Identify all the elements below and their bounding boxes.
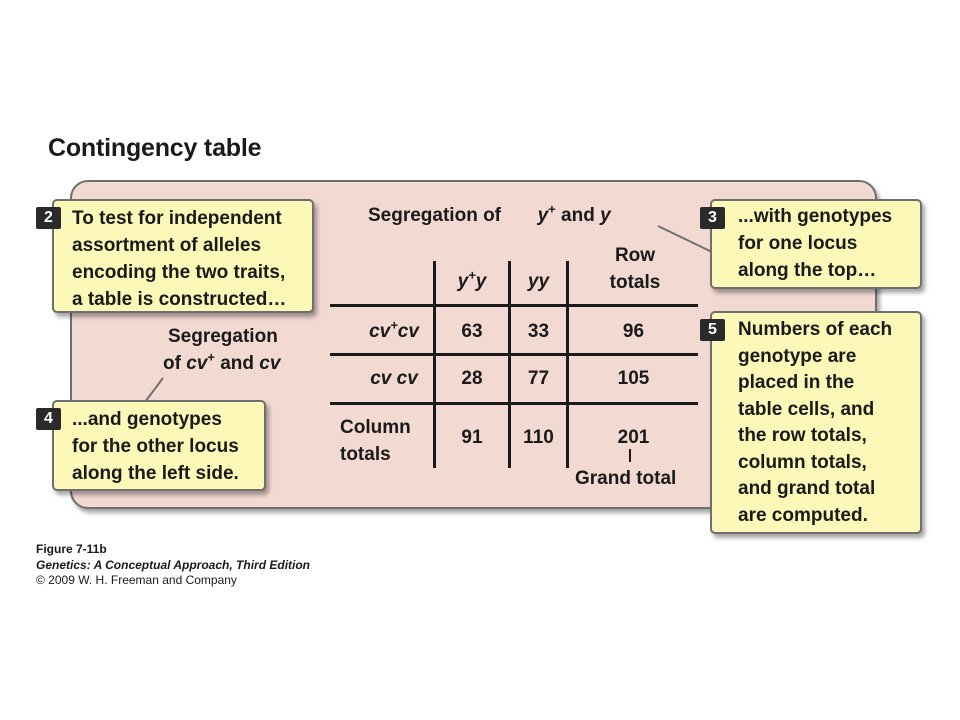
column-totals-label: Column totals bbox=[340, 417, 411, 465]
cell-r1-c1: 63 bbox=[461, 321, 483, 342]
row-label-2: cv cv bbox=[370, 368, 418, 389]
cell-r2-c1: 28 bbox=[461, 368, 483, 389]
callout-3-text: ...with genotypes for one locus along the top… bbox=[738, 206, 893, 281]
callout-3-number: 3 bbox=[700, 207, 725, 229]
top-locus-allele1: y bbox=[537, 205, 549, 226]
left-locus-line1: Segregation bbox=[168, 326, 278, 347]
top-locus-allele1-sup: + bbox=[548, 201, 556, 217]
grand-total-value: 201 bbox=[617, 427, 650, 448]
col-header-2: yy bbox=[527, 271, 550, 292]
cell-r2-c2: 77 bbox=[527, 368, 550, 389]
top-locus-allele2: y bbox=[600, 205, 611, 226]
top-locus-prefix: Segregation of bbox=[368, 205, 502, 226]
caption-book: Genetics: A Conceptual Approach, Third Edition bbox=[36, 557, 311, 572]
cell-r2-total: 105 bbox=[617, 368, 650, 389]
caption-copyright: © 2009 W. H. Freeman and Company bbox=[36, 573, 237, 587]
callout-5-text: Numbers of each genotype are placed in the table cells, and the row totals, column totals, and grand total are computed. bbox=[738, 319, 893, 526]
table-hline-1 bbox=[330, 304, 698, 307]
left-locus-prefix: of bbox=[163, 353, 181, 374]
top-locus-conj: and bbox=[561, 205, 595, 226]
callout-4-number: 4 bbox=[36, 408, 61, 430]
pointer-line-4 bbox=[145, 378, 163, 402]
left-locus-conj: and bbox=[220, 353, 255, 374]
left-locus-allele1-sup: + bbox=[207, 349, 215, 365]
col-header-1: y+y bbox=[457, 267, 487, 292]
callout-3 bbox=[710, 199, 922, 289]
callout-2-number: 2 bbox=[36, 207, 61, 229]
column-total-2: 110 bbox=[523, 427, 554, 448]
cell-r1-total: 96 bbox=[622, 321, 645, 342]
diagram-title: Contingency table bbox=[48, 134, 262, 162]
row-label-1: cv+cv bbox=[369, 317, 419, 342]
callout-5-number: 5 bbox=[700, 319, 725, 341]
left-locus-line2 bbox=[163, 349, 281, 375]
callout-2-text: To test for independent assortment of alleles encoding the two traits, a table is constructed… bbox=[72, 208, 287, 310]
left-locus-allele2: cv bbox=[259, 353, 281, 374]
grand-total-label: Grand total bbox=[575, 468, 677, 489]
callout-5 bbox=[710, 311, 922, 534]
callout-4-text: ...and genotypes for the other locus along the left side. bbox=[72, 409, 239, 484]
callout-4 bbox=[44, 400, 266, 491]
table-hline-2 bbox=[330, 353, 698, 356]
left-locus-allele1: cv bbox=[186, 353, 208, 374]
callout-2 bbox=[44, 199, 314, 313]
cell-r1-c2: 33 bbox=[527, 321, 550, 342]
figure-caption bbox=[36, 542, 310, 589]
row-totals-header: Row totals bbox=[609, 245, 661, 293]
caption-figure: Figure 7-11b bbox=[36, 542, 107, 556]
top-locus-label bbox=[368, 201, 611, 227]
column-total-1: 91 bbox=[461, 427, 483, 448]
table-hline-3 bbox=[330, 402, 698, 405]
